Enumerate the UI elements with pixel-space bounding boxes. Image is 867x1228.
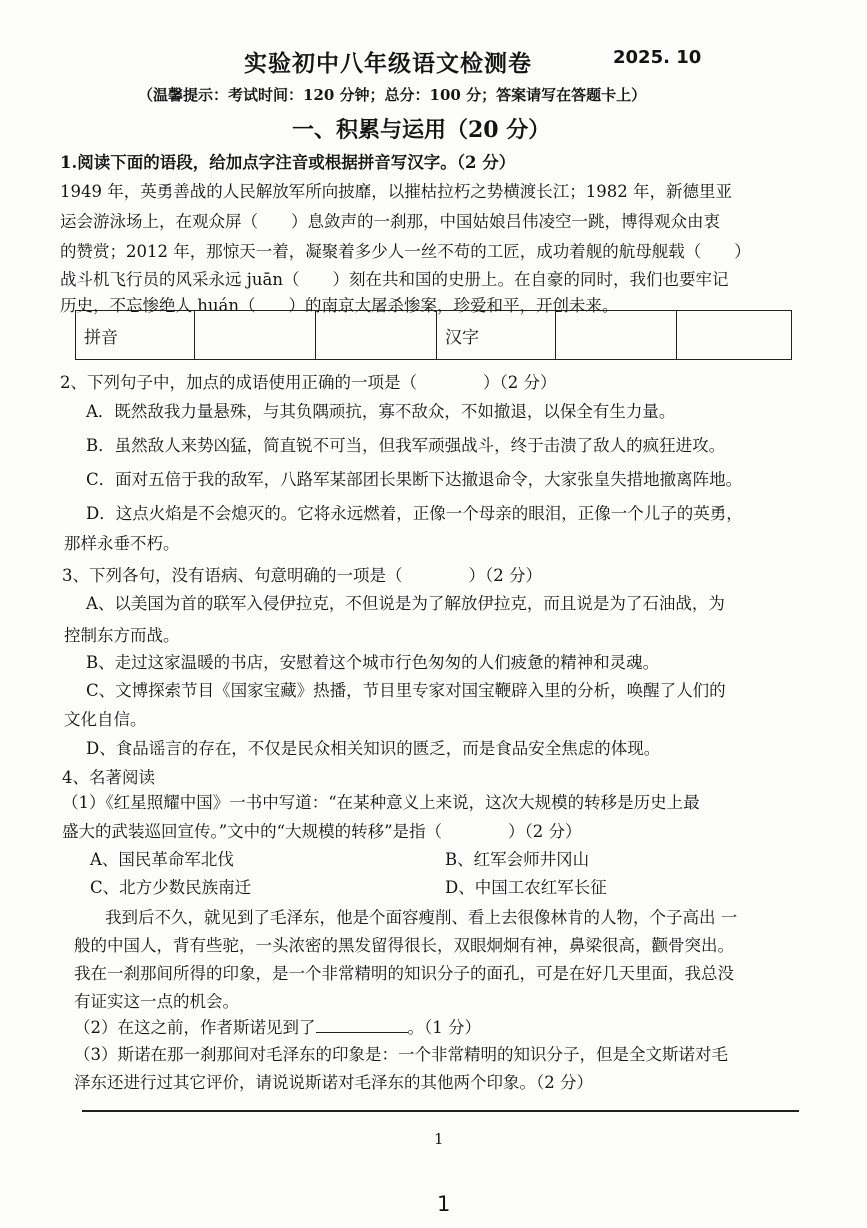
passage-line: 般的中国人，背有些驼，一头浓密的黑发留得很长，双眼炯炯有神，鼻梁很高，颧骨突出。: [74, 936, 734, 955]
q3-option-a: A、以美国为首的联军入侵伊拉克，不但说是为了解放伊拉克，而且说是为了石油战，为: [86, 594, 725, 613]
q1-line: 的赞赏；2012 年，那惊天一着，凝聚着多少人一丝不苟的工匠，成功着舰的航母舰载（ ）: [60, 242, 751, 261]
page-number-large: 1: [437, 1192, 451, 1216]
q4-sub1: （1）《红星照耀中国》一书中写道：“在某种意义上来说，这次大规模的转移是历史上最: [62, 793, 700, 812]
q3-option-c: C、文博探索节目《国家宝藏》热播，节目里专家对国宝鞭辟入里的分析，唤醒了人们的: [86, 681, 726, 700]
pinyin-label: 拼音: [76, 311, 195, 360]
q4-choice-b: B、红军会师井冈山: [445, 850, 590, 869]
q1-line: 1949 年，英勇善战的人民解放军所向披靡，以摧枯拉朽之势横渡长江；1982 年，新德里亚: [60, 182, 732, 201]
q4-sub3-cont: 泽东还进行过其它评价，请说说斯诺对毛泽东的其他两个印象。（2 分）: [74, 1073, 593, 1092]
q1-title: 1.阅读下面的语段，给加点字注音或根据拼音写汉字。（2 分）: [60, 153, 516, 172]
q2-option-a: A．既然敌我力量悬殊，与其负隅顽抗，寡不敌众，不如撤退，以保全有生力量。: [86, 402, 676, 421]
pinyin-answer-cell[interactable]: [195, 311, 316, 360]
footer-divider: [82, 1110, 799, 1112]
passage-line: 我到后不久，就见到了毛泽东，他是个面容瘦削、看上去很像林肯的人物，个子高出 一: [105, 908, 738, 927]
q2-option-d-cont: 那样永垂不朽。: [64, 534, 180, 553]
q3-option-c-cont: 文化自信。: [64, 710, 147, 729]
page-number: 1: [434, 1130, 444, 1148]
section-heading: 一、积累与运用（20 分）: [292, 117, 551, 143]
q4-sub1-cont: 盛大的武装巡回宣传。”文中的“大规模的转移”是指（ ）（2 分）: [62, 822, 582, 841]
q1-line: 运会游泳场上，在观众屏（ ）息敛声的一刹那，中国姑娘吕伟凌空一跳，博得观众由衷: [60, 212, 720, 231]
q4-sub3: （3）斯诺在那一刹那间对毛泽东的印象是：一个非常精明的知识分子，但是全文斯诺对毛: [74, 1045, 728, 1064]
q3-option-b: B、走过这家温暖的书店，安慰着这个城市行色匆匆的人们疲惫的精神和灵魂。: [86, 653, 660, 672]
q4-choice-a: A、国民革命军北伐: [90, 850, 234, 869]
passage-line: 有证实这一点的机会。: [74, 992, 239, 1011]
hanzi-answer-cell[interactable]: [556, 311, 677, 360]
q4-choice-c: C、北方少数民族南迁: [90, 878, 252, 897]
pinyin-hanzi-table: [75, 310, 792, 360]
q2-title: 2、下列句子中，加点的成语使用正确的一项是（ ）（2 分）: [60, 373, 557, 392]
q4-sub2: [74, 1014, 481, 1038]
q2-option-b: B．虽然敌人来势凶猛，简直锐不可当，但我军顽强战斗，终于击溃了敌人的疯狂进攻。: [86, 436, 726, 455]
exam-title: 实验初中八年级语文检测卷: [244, 50, 532, 77]
passage-line: 我在一刹那间所得的印象，是一个非常精明的知识分子的面孔，可是在好几天里面，我总没: [74, 964, 734, 983]
q3-option-a-cont: 控制东方而战。: [64, 626, 180, 645]
q4-title: 4、名著阅读: [62, 768, 155, 787]
q4-choice-d: D、中国工农红军长征: [445, 878, 607, 897]
q3-option-d: D、食品谣言的存在，不仅是民众相关知识的匮乏，而是食品安全焦虑的体现。: [86, 739, 661, 758]
pinyin-answer-cell[interactable]: [316, 311, 437, 360]
q2-option-c: C．面对五倍于我的敌军，八路军某部团长果断下达撤退命令，大家张皇失措地撤离阵地。: [86, 470, 743, 489]
q1-line: 战斗机飞行员的风采永远 juān（ ）刻在共和国的史册上。在自豪的同时，我们也要牢记: [60, 270, 729, 289]
q3-title: 3、下列各句，没有语病、句意明确的一项是（ ）（2 分）: [62, 566, 542, 585]
exam-date: 2025. 10: [613, 47, 702, 68]
q1-line: 历史，不忘惨绝人 huán（ ）的南京大屠杀惨案，珍爱和平，开创未来。: [60, 296, 619, 315]
hanzi-label: 汉字: [437, 311, 556, 360]
answer-blank[interactable]: [316, 1018, 408, 1033]
q2-option-d: D．这点火焰是不会熄灭的。它将永远燃着，正像一个母亲的眼泪，正像一个儿子的英勇，: [86, 504, 743, 523]
exam-tip: （温馨提示：考试时间：120 分钟；总分：100 分；答案请写在答题卡上）: [138, 86, 647, 104]
q4-sub2-points: 。（1 分）: [407, 1018, 481, 1037]
q4-sub2-prompt: （2）在这之前，作者斯诺见到了: [74, 1018, 316, 1037]
hanzi-answer-cell[interactable]: [677, 311, 792, 360]
